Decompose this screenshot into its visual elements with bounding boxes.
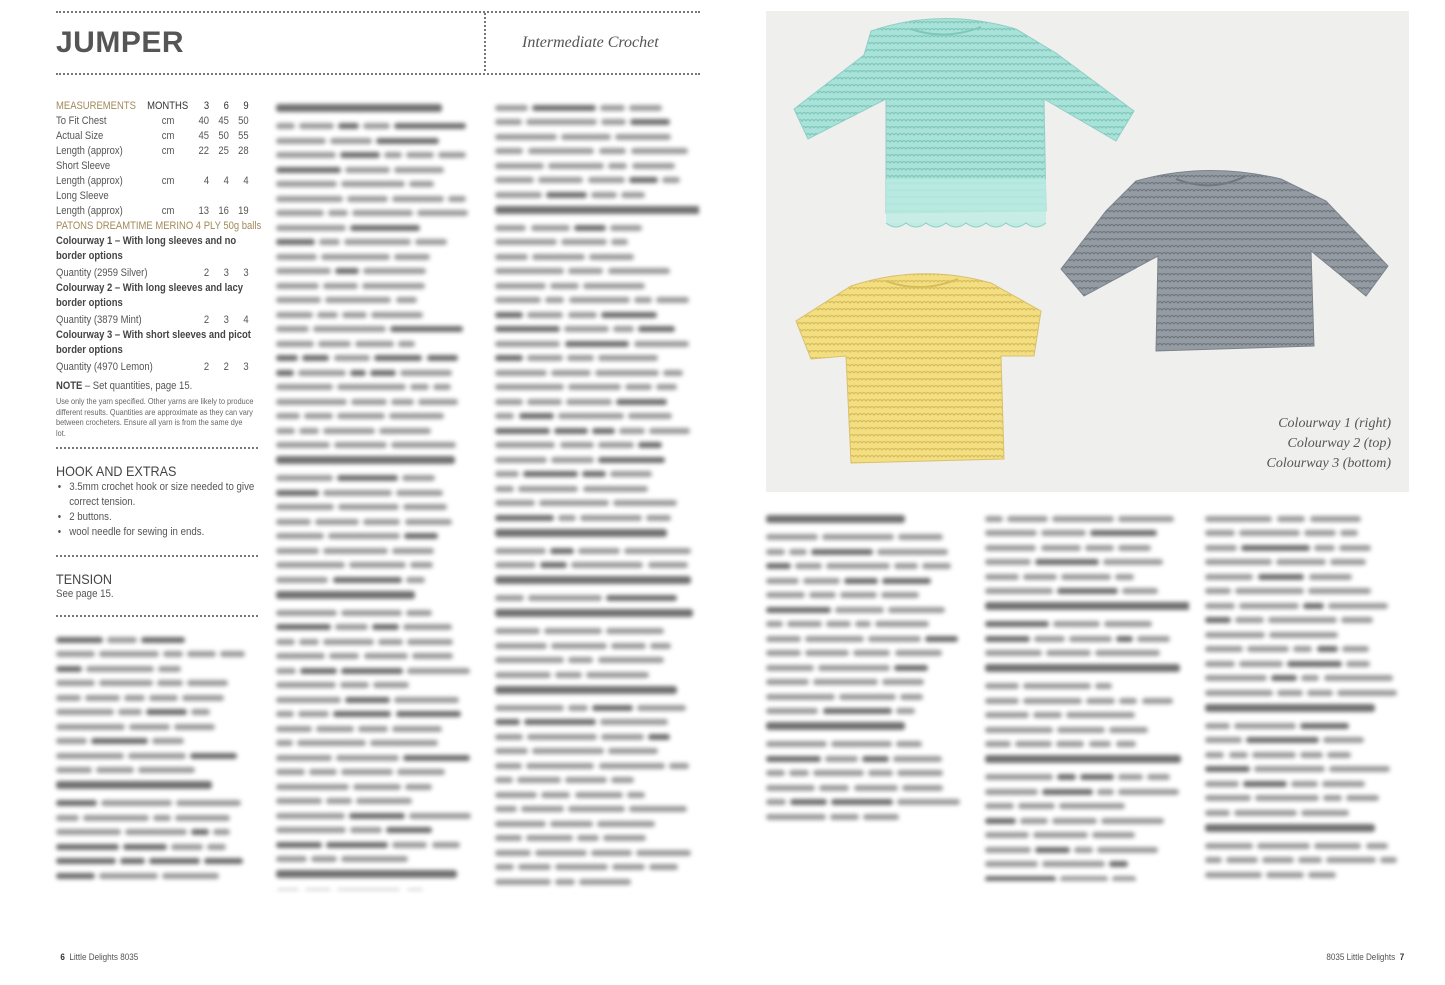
blurred-line	[1205, 613, 1409, 628]
blurred-line	[276, 529, 480, 544]
blurred-line	[1205, 569, 1409, 584]
blurred-line	[495, 293, 699, 308]
measurement-cell: 45	[218, 115, 229, 127]
blurred-line	[985, 540, 1189, 555]
blurred-line	[495, 624, 699, 639]
blurred-line	[495, 529, 699, 544]
blurred-line	[1205, 762, 1409, 777]
blurred-line	[276, 394, 480, 409]
measurement-cell: cm	[161, 115, 175, 127]
blurred-line	[1205, 656, 1409, 671]
blurred-line	[766, 809, 970, 821]
blurred-line	[766, 780, 970, 795]
measurement-cell: 4	[203, 175, 210, 187]
measurement-cell: cm	[161, 130, 175, 142]
colourway-label: Colourway 1 – With long sleeves and no border options	[56, 235, 237, 262]
blurred-line	[766, 722, 970, 737]
blurred-line	[495, 278, 699, 293]
blurred-line	[985, 842, 1189, 857]
blurred-line	[985, 828, 1189, 843]
blurred-line	[276, 750, 480, 765]
blurred-line	[276, 206, 480, 221]
blurred-line	[766, 515, 970, 530]
blurred-line	[985, 569, 1189, 584]
blurred-line	[766, 588, 970, 603]
blurred-line	[276, 823, 480, 838]
blurred-pattern-column-6	[1205, 511, 1409, 881]
blurred-line	[495, 100, 699, 115]
blurred-line	[985, 708, 1189, 723]
list-item: • wool needle for sewing in ends.	[56, 525, 267, 540]
blurred-line	[276, 605, 480, 620]
blurred-line	[766, 573, 970, 588]
header-bottom-rule	[56, 73, 700, 75]
measurement-cell: 22	[198, 145, 210, 157]
measurement-cell: 19	[238, 205, 249, 217]
measurements-header-row	[56, 99, 262, 114]
blurred-line	[495, 129, 699, 144]
right-folio	[1327, 952, 1405, 962]
mint-jumper	[794, 18, 1134, 227]
left-folio	[60, 952, 138, 962]
blurred-line	[495, 481, 699, 496]
blurred-line	[276, 162, 480, 177]
blurred-line	[276, 794, 480, 809]
blurred-line	[495, 543, 699, 558]
blurred-pattern-column-3	[495, 100, 699, 890]
hook-extras-list	[56, 480, 267, 540]
blurred-line	[1205, 776, 1409, 791]
measurement-cell: Length (approx)	[56, 175, 123, 187]
blurred-line	[276, 264, 480, 279]
blurred-line	[495, 307, 699, 322]
size-heading-1: 3	[203, 100, 210, 112]
note-label: NOTE	[56, 380, 83, 392]
blurred-line	[1205, 540, 1409, 555]
blurred-pattern-column-5	[985, 511, 1189, 881]
blurred-line	[766, 704, 970, 719]
blurred-line	[1205, 853, 1409, 868]
blurred-line	[495, 423, 699, 438]
left-page-number: 6	[60, 952, 65, 962]
blurred-line	[766, 559, 970, 574]
blurred-line	[1205, 791, 1409, 806]
size-heading-3: 9	[243, 100, 249, 112]
blurred-line	[276, 808, 480, 823]
hook-extras-heading: HOOK AND EXTRAS	[56, 463, 177, 479]
tension-heading: TENSION	[56, 571, 113, 587]
list-item: • 3.5mm crochet hook or size needed to give correct tension.	[56, 480, 267, 510]
measurement-cell: 13	[198, 205, 210, 217]
blurred-line	[56, 868, 256, 883]
blurred-line	[495, 638, 699, 653]
blurred-line	[56, 734, 256, 749]
blurred-line	[276, 870, 480, 885]
blurred-line	[276, 322, 480, 337]
blurred-line	[1205, 598, 1409, 613]
blurred-line	[985, 722, 1189, 737]
blurred-line	[276, 620, 480, 635]
blurred-line	[1205, 718, 1409, 733]
blurred-line	[495, 860, 699, 875]
blurred-line	[495, 409, 699, 424]
blurred-line	[766, 751, 970, 766]
list-item: • 2 buttons.	[56, 510, 267, 525]
caption-line: Colourway 1 (right)	[1278, 416, 1391, 431]
blurred-line	[56, 705, 256, 720]
blurred-line	[985, 784, 1189, 799]
photo-caption	[1267, 414, 1391, 474]
blurred-line	[276, 692, 480, 707]
measurement-cell: cm	[161, 175, 175, 187]
section-rule-2	[56, 555, 258, 557]
blurred-line	[56, 825, 256, 840]
blurred-line	[495, 235, 699, 250]
measurement-cell: 50	[218, 130, 229, 142]
colourway-label: Colourway 2 – With long sleeves and lacy border options	[56, 282, 244, 309]
right-folio-text: 8035 Little Delights	[1326, 952, 1396, 962]
blurred-line	[1205, 747, 1409, 762]
blurred-line	[766, 737, 970, 752]
blurred-line	[495, 173, 699, 188]
blurred-line	[1205, 511, 1409, 526]
blurred-line	[985, 511, 1189, 526]
months-heading: MONTHS	[147, 100, 189, 112]
blurred-line	[276, 380, 480, 395]
blurred-line	[276, 307, 480, 322]
measurement-cell: Actual Size	[56, 130, 104, 142]
blurred-line	[56, 781, 256, 796]
blurred-line	[276, 837, 480, 852]
quantity-cell: 3	[243, 267, 249, 279]
blurred-line	[276, 336, 480, 351]
blurred-line	[985, 871, 1189, 881]
blurred-line	[1205, 671, 1409, 686]
blurred-line	[495, 845, 699, 860]
measurement-cell: cm	[161, 145, 175, 157]
blurred-line	[276, 423, 480, 438]
measurement-cell: To Fit Chest	[56, 115, 107, 127]
measurement-cell: 40	[198, 115, 210, 127]
blurred-line	[276, 852, 480, 867]
measurement-cell: 45	[198, 130, 210, 142]
blurred-line	[276, 220, 480, 235]
blurred-pattern-column-1	[56, 632, 256, 892]
blurred-line	[985, 770, 1189, 785]
blurred-line	[985, 646, 1189, 661]
measurement-cell: Short Sleeve	[56, 160, 111, 172]
blurred-line	[495, 510, 699, 525]
blurred-line	[495, 787, 699, 802]
blurred-line	[276, 736, 480, 751]
blurred-line	[276, 885, 480, 891]
blurred-line	[276, 409, 480, 424]
blurred-line	[985, 679, 1189, 694]
blurred-line	[985, 631, 1189, 646]
quantity-cell: 3	[243, 361, 249, 373]
blurred-line	[276, 765, 480, 780]
blurred-line	[495, 816, 699, 831]
colourway-label: Colourway 3 – With short sleeves and picot border options	[56, 329, 251, 356]
blurred-line	[766, 795, 970, 810]
quantity-row	[56, 360, 262, 375]
caption-line: Colourway 3 (bottom)	[1266, 456, 1391, 471]
blurred-line	[766, 617, 970, 632]
blurred-line	[495, 715, 699, 730]
blurred-line	[495, 558, 699, 573]
blurred-line	[495, 802, 699, 817]
quantity-cell: 2	[203, 314, 210, 326]
measurement-cell: cm	[161, 205, 175, 217]
blurred-line	[495, 365, 699, 380]
blurred-line	[495, 220, 699, 235]
measurement-row	[56, 159, 262, 174]
size-heading-2: 6	[223, 100, 229, 112]
right-page-number: 7	[1400, 952, 1405, 962]
measurement-row	[56, 144, 262, 159]
blurred-line	[495, 206, 699, 221]
silver-jumper	[1061, 170, 1388, 351]
measurement-row	[56, 204, 262, 219]
blurred-line	[276, 148, 480, 163]
measurement-cell: 25	[218, 145, 229, 157]
blurred-line	[495, 591, 699, 606]
quantity-cell: Quantity (4970 Lemon)	[56, 361, 153, 373]
blurred-line	[276, 278, 480, 293]
blurred-line	[276, 485, 480, 500]
blurred-line	[56, 748, 256, 763]
header-divider	[484, 13, 486, 71]
quantity-cell: 3	[223, 314, 229, 326]
quantity-row	[56, 266, 262, 281]
quantity-cell: Quantity (3879 Mint)	[56, 314, 142, 326]
blurred-line	[495, 874, 699, 889]
blurred-line	[276, 514, 480, 529]
caption-line: Colourway 2 (top)	[1287, 436, 1391, 451]
blurred-line	[276, 191, 480, 206]
blurred-line	[276, 235, 480, 250]
measurement-cell: 4	[243, 175, 249, 187]
blurred-line	[276, 663, 480, 678]
blurred-line	[56, 854, 256, 869]
blurred-line	[56, 810, 256, 825]
blurred-line	[495, 889, 699, 891]
blurred-line	[56, 763, 256, 778]
header-top-rule	[56, 11, 700, 13]
blurred-line	[1205, 824, 1409, 839]
blurred-line	[495, 831, 699, 846]
measurement-row	[56, 189, 262, 204]
blurred-line	[1205, 642, 1409, 657]
lemon-jumper	[796, 274, 1041, 463]
blurred-line	[1205, 584, 1409, 599]
measurement-row	[56, 114, 262, 129]
blurred-line	[495, 700, 699, 715]
blurred-line	[985, 617, 1189, 632]
section-rule-3	[56, 615, 258, 617]
blurred-line	[495, 744, 699, 759]
blurred-line	[495, 609, 699, 624]
blurred-line	[495, 394, 699, 409]
quantity-cell: 4	[243, 314, 249, 326]
blurred-line	[495, 452, 699, 467]
blurred-line	[276, 133, 480, 148]
blurred-line	[985, 693, 1189, 708]
blurred-line	[766, 766, 970, 781]
blurred-line	[1205, 805, 1409, 820]
blurred-line	[495, 438, 699, 453]
blurred-line	[766, 689, 970, 704]
blurred-line	[495, 336, 699, 351]
blurred-line	[495, 249, 699, 264]
blurred-line	[985, 737, 1189, 752]
blurred-line	[276, 456, 480, 471]
blurred-line	[495, 653, 699, 668]
blurred-pattern-column-2	[276, 100, 480, 890]
blurred-line	[985, 857, 1189, 872]
blurred-line	[495, 729, 699, 744]
blurred-line	[495, 158, 699, 173]
blurred-line	[985, 664, 1189, 679]
blurred-line	[276, 438, 480, 453]
blurred-line	[1205, 704, 1409, 719]
quantity-cell: 2	[203, 361, 210, 373]
blurred-line	[495, 467, 699, 482]
blurred-line	[276, 591, 480, 606]
blurred-line	[495, 686, 699, 701]
blurred-line	[276, 649, 480, 664]
blurred-line	[1205, 867, 1409, 881]
blurred-line	[985, 755, 1189, 770]
measurement-cell: 50	[238, 115, 249, 127]
blurred-line	[766, 544, 970, 559]
blurred-line	[276, 351, 480, 366]
blurred-line	[276, 119, 480, 134]
quantity-cell: 2	[223, 361, 229, 373]
blurred-line	[1205, 627, 1409, 642]
blurred-line	[276, 721, 480, 736]
measurement-cell: Length (approx)	[56, 145, 123, 157]
blurred-line	[276, 779, 480, 794]
blurred-line	[276, 558, 480, 573]
blurred-line	[56, 719, 256, 734]
blurred-line	[276, 543, 480, 558]
blurred-line	[495, 576, 699, 591]
blurred-line	[276, 249, 480, 264]
measurement-row	[56, 174, 262, 189]
blurred-line	[56, 796, 256, 811]
blurred-line	[766, 631, 970, 646]
blurred-line	[276, 572, 480, 587]
blurred-line	[985, 555, 1189, 570]
note-text: – Set quantities, page 15.	[82, 380, 193, 392]
quantity-cell: 2	[203, 267, 210, 279]
blurred-line	[1205, 838, 1409, 853]
blurred-line	[766, 530, 970, 545]
blurred-line	[985, 584, 1189, 599]
blurred-line	[276, 500, 480, 515]
measurement-cell: 16	[218, 205, 229, 217]
yarn-disclaimer: Use only the yarn specified. Other yarns are likely to produce different results. Quantities are approximate as they can vary between crocheters. Ensure all yarn is from the same dye lot.	[56, 396, 254, 438]
blurred-line	[495, 773, 699, 788]
blurred-line	[56, 661, 256, 676]
blurred-line	[985, 813, 1189, 828]
measurement-cell: 55	[238, 130, 249, 142]
section-rule-1	[56, 447, 258, 449]
quantity-row	[56, 313, 262, 328]
blurred-line	[985, 602, 1189, 617]
blurred-line	[276, 707, 480, 722]
measurement-cell: Long Sleeve	[56, 190, 109, 202]
measurement-cell: 4	[223, 175, 229, 187]
measurement-cell: Length (approx)	[56, 205, 123, 217]
measurement-row	[56, 129, 262, 144]
blurred-line	[495, 351, 699, 366]
blurred-line	[56, 676, 256, 691]
blurred-line	[495, 115, 699, 130]
blurred-line	[985, 799, 1189, 814]
blurred-line	[276, 365, 480, 380]
blurred-line	[495, 380, 699, 395]
blurred-line	[276, 104, 480, 119]
blurred-line	[276, 678, 480, 693]
blurred-line	[766, 602, 970, 617]
blurred-line	[56, 839, 256, 854]
quantity-cell: 3	[223, 267, 229, 279]
blurred-line	[495, 758, 699, 773]
blurred-line	[276, 177, 480, 192]
quantity-cell: Quantity (2959 Silver)	[56, 267, 148, 279]
yarn-heading: PATONS DREAMTIME MERINO 4 PLY 50g balls	[56, 220, 262, 232]
blurred-line	[1205, 555, 1409, 570]
measurements-heading: MEASUREMENTS	[56, 100, 136, 112]
blurred-line	[766, 660, 970, 675]
blurred-line	[495, 496, 699, 511]
blurred-line	[495, 144, 699, 159]
blurred-line	[766, 646, 970, 661]
measurements-table	[56, 99, 262, 438]
blurred-line	[766, 675, 970, 690]
blurred-line	[56, 632, 256, 647]
skill-level: Intermediate Crochet	[522, 34, 659, 51]
tension-text: See page 15.	[56, 588, 114, 600]
blurred-line	[985, 526, 1189, 541]
page-title: JUMPER	[56, 26, 185, 59]
measurement-cell: 28	[238, 145, 249, 157]
blurred-pattern-column-4	[766, 511, 970, 821]
blurred-line	[495, 667, 699, 682]
blurred-line	[1205, 685, 1409, 700]
left-folio-text: Little Delights 8035	[69, 952, 139, 962]
blurred-line	[1205, 733, 1409, 748]
blurred-line	[495, 264, 699, 279]
blurred-line	[276, 471, 480, 486]
blurred-line	[495, 187, 699, 202]
blurred-line	[56, 690, 256, 705]
blurred-line	[276, 293, 480, 308]
blurred-line	[56, 647, 256, 662]
note	[56, 379, 262, 393]
blurred-line	[276, 634, 480, 649]
blurred-line	[495, 322, 699, 337]
blurred-line	[1205, 526, 1409, 541]
product-photo	[766, 11, 1409, 492]
